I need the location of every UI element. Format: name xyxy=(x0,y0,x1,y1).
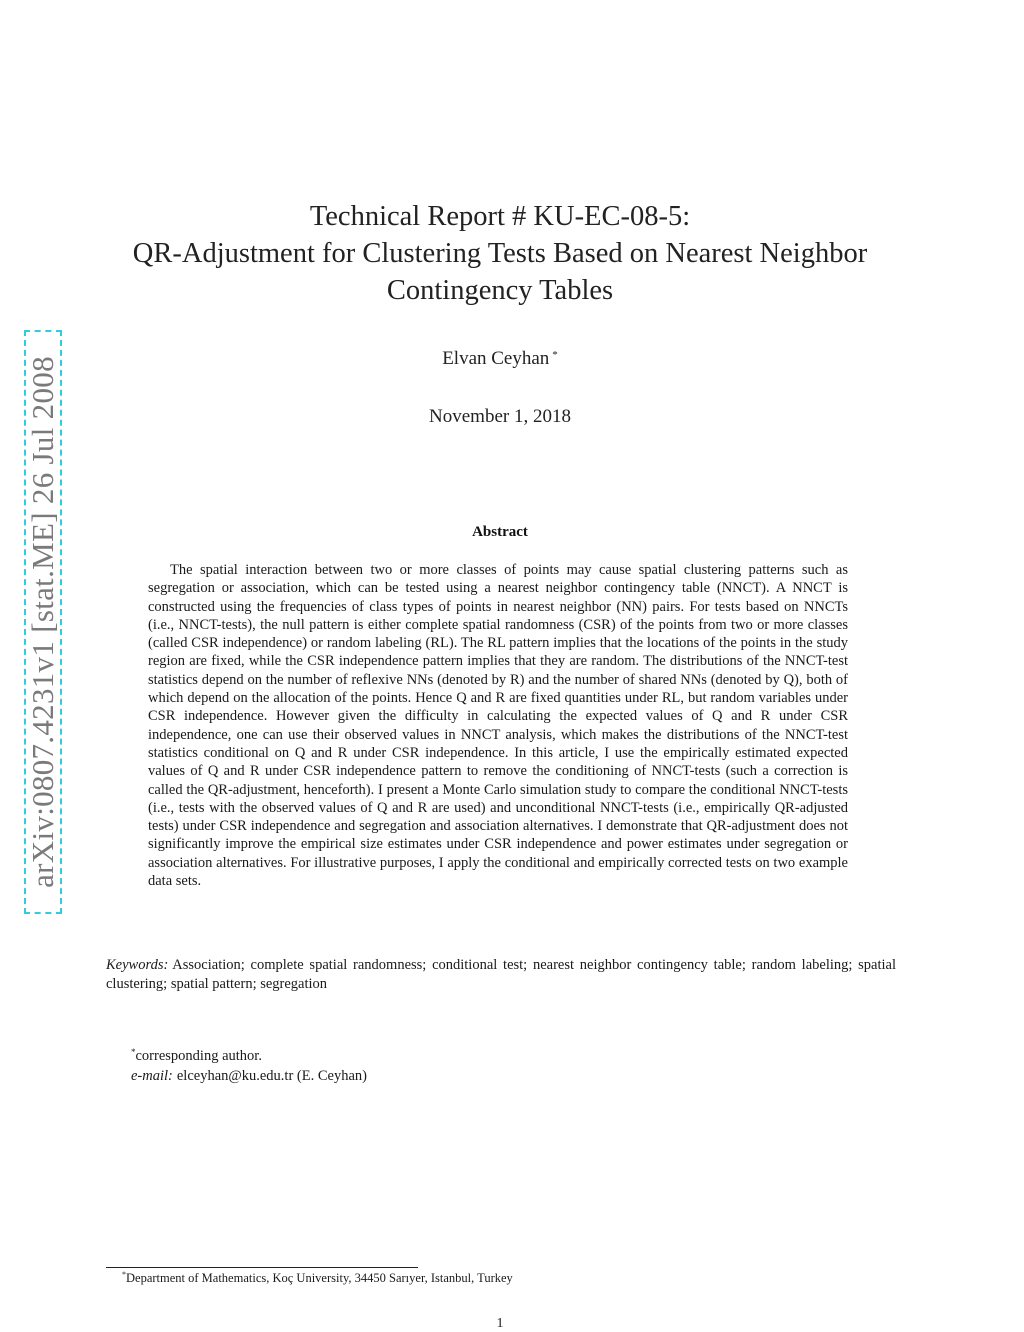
abstract-heading: Abstract xyxy=(472,524,528,540)
email-label: e-mail: xyxy=(131,1068,173,1084)
paper-date: November 1, 2018 xyxy=(429,406,571,427)
footnote-marker: * xyxy=(122,1270,126,1279)
affiliation-footnote xyxy=(122,1270,513,1286)
title-line-1: Technical Report # KU-EC-08-5: xyxy=(309,201,691,232)
corresponding-author-note xyxy=(131,1042,367,1086)
paper-title xyxy=(100,198,900,309)
keywords-text: Association; complete spatial randomness; conditional test; nearest neighbor contingency table; random labeling; spatial clustering; spatial pattern; segregation xyxy=(106,957,896,992)
email-line xyxy=(131,1066,367,1086)
arxiv-id: arXiv:0807.4231v1 [stat.ME] 26 Jul 2008 xyxy=(25,356,60,888)
keywords-label: Keywords: xyxy=(106,957,169,973)
footnote-text: Department of Mathematics, Koç University, 34450 Sarıyer, Istanbul, Turkey xyxy=(126,1271,513,1285)
page-number: 1 xyxy=(496,1316,504,1331)
corresponding-marker: * xyxy=(131,1047,136,1057)
keywords xyxy=(106,956,896,994)
author-line xyxy=(100,348,900,370)
title-line-2: QR-Adjustment for Clustering Tests Based on Nearest Neighbor xyxy=(132,238,868,269)
author-footnote-marker: * xyxy=(552,349,558,361)
title-line-3: Contingency Tables xyxy=(386,275,614,306)
corresponding-text: corresponding author. xyxy=(135,1048,262,1064)
author-name: Elvan Ceyhan xyxy=(442,348,550,369)
footnote-rule xyxy=(106,1267,418,1268)
arxiv-stamp xyxy=(24,330,62,914)
corresponding-line xyxy=(131,1042,367,1066)
abstract-text: The spatial interaction between two or more classes of points may cause spatial clustering patterns such as segregation or association, which can be tested using a nearest neighbor contingency table (NNCT). A NNCT is constructed using the frequencies of class types of points in nearest neighbor (NN) pairs. For tests based on NNCTs (i.e., NNCT-tests), the null pattern is either complete spatial randomness (CSR) of the points from two or more classes (called CSR independence) or random labeling (RL). The RL pattern implies that the locations of the points in the study region are fixed, while the CSR independence pattern implies that they are random. The distributions of the NNCT-test statistics depend on the number of reflexive NNs (denoted by R) and the number of shared NNs (denoted by Q), both of which depend on the allocation of the points. Hence Q and R are fixed quantities under RL, but random variables under CSR independence. However given the difficulty in calculating the expected values of Q and R under CSR independence, one can use their observed values in NNCT analysis, which makes the distributions of the NNCT-test statistics conditional on Q and R under CSR independence. In this article, I use the empirically estimated expected values of Q and R under CSR independence pattern to remove the conditioning of NNCT-tests (such a correction is called the QR-adjustment, henceforth). I present a Monte Carlo simulation study to compare the conditional NNCT-tests (i.e., tests with the observed values of Q and R are used) and unconditional NNCT-tests (i.e., empirically QR-adjusted tests) under CSR independence and segregation and association alternatives. I demonstrate that QR-adjustment does not significantly improve the empirical size estimates under CSR independence and power estimates under segregation or association alternatives. For illustrative purposes, I apply the conditional and empirically corrected tests on two example data sets. xyxy=(148,562,848,890)
email-address: elceyhan@ku.edu.tr (E. Ceyhan) xyxy=(176,1068,367,1084)
